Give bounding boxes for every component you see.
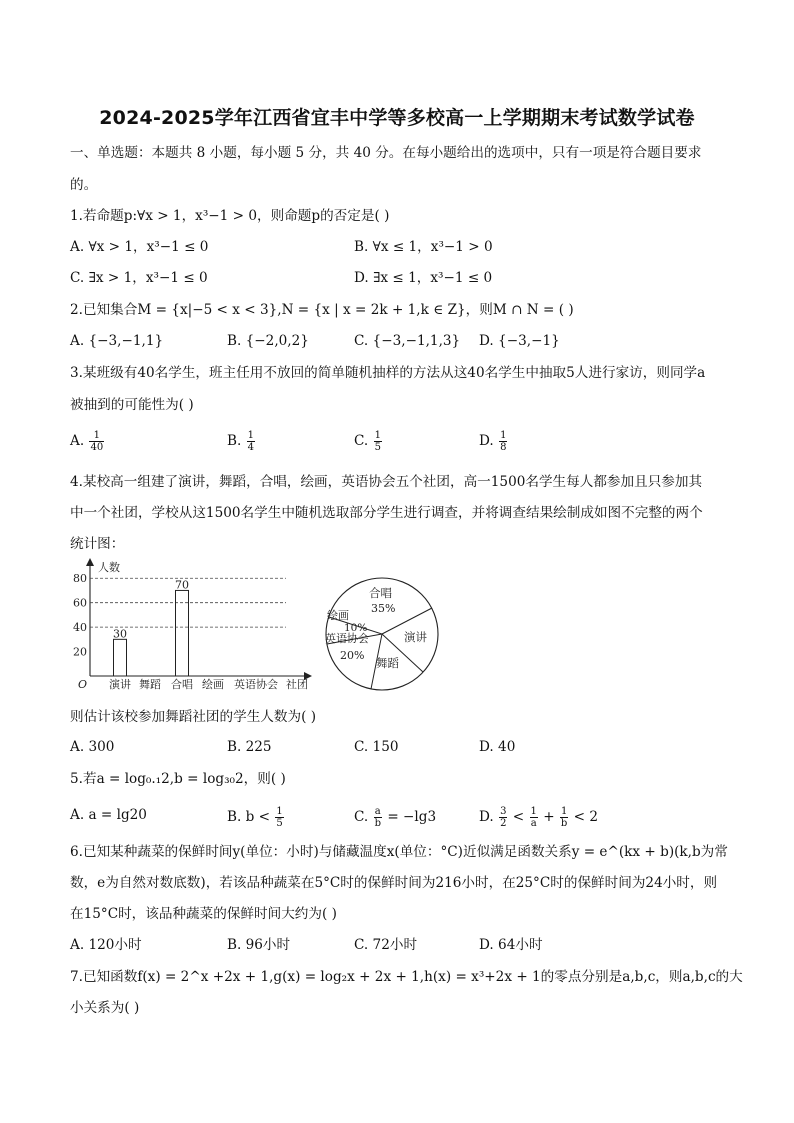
q3-option-a-fraction: $\frac{1}{40}$ bbox=[90, 430, 104, 453]
q2-option-c: C. {−3,−1,1,3} bbox=[354, 333, 461, 349]
q1-option-a: A. ∀x > 1，x³−1 ≤ 0 bbox=[70, 239, 209, 255]
bar bbox=[176, 590, 189, 676]
q6-option-b: B. 96小时 bbox=[227, 937, 291, 953]
section-instruction-line2: 的。 bbox=[70, 177, 98, 193]
q2-option-a: A. {−3,−1,1} bbox=[70, 333, 164, 349]
q3-option-b: B. $\frac{1}{4}$ bbox=[227, 430, 255, 453]
pie-chart bbox=[320, 572, 444, 696]
q5-option-b-fraction: $\frac{1}{5}$ bbox=[276, 806, 283, 829]
pie-label-speech: 演讲 bbox=[404, 630, 427, 644]
bar-category-label: 英语协会 bbox=[234, 678, 278, 691]
q5-option-c-fraction: $\frac{a}{b}$ bbox=[374, 806, 381, 829]
q4-stem-line3: 统计图： bbox=[70, 536, 125, 552]
q5-option-d-fraction-2: $\frac{1}{a}$ bbox=[530, 806, 537, 829]
q1-option-b: B. ∀x ≤ 1，x³−1 > 0 bbox=[354, 239, 493, 255]
q4-stem-line1: 4.某校高一组建了演讲，舞蹈，合唱，绘画，英语协会五个社团，高一1500名学生每人都参加且只参加其 bbox=[70, 474, 703, 490]
bar-data-label: 70 bbox=[175, 578, 189, 592]
q1-option-d: D. ∃x ≤ 1，x³−1 ≤ 0 bbox=[354, 270, 493, 286]
q6-stem-line1: 6.已知某种蔬菜的保鲜时间y(单位：小时)与储藏温度x(单位：°C)近似满足函数关系y = e^(kx + b)(k,b为常 bbox=[70, 844, 728, 860]
q6-stem-line3: 在15°C时，该品种蔬菜的保鲜时间大约为( ) bbox=[70, 906, 337, 922]
q5-option-a: A. a = lg20 bbox=[70, 807, 147, 823]
q5-stem: 5.若a = log₀.₁2,b = log₃₀2，则( ) bbox=[70, 771, 286, 787]
bar-ytick-label: 60 bbox=[73, 596, 87, 610]
pie-value-english: 20% bbox=[340, 649, 365, 662]
q7-stem-line1: 7.已知函数f(x) = 2^x +2x + 1,g(x) = log₂x + 2x + 1,h(x) = x³+2x + 1的零点分别是a,b,c，则a,b,c的大 bbox=[70, 969, 743, 985]
section-instruction-line1: 一、单选题：本题共 8 小题，每小题 5 分，共 40 分。在每小题给出的选项中，只有一项是符合题目要求 bbox=[70, 145, 702, 161]
bar-ytick-label: 40 bbox=[73, 621, 87, 635]
q6-stem-line2: 数，e为自然对数底数)，若该品种蔬菜在5°C时的保鲜时间为216小时，在25°C时的保鲜时间为24小时，则 bbox=[70, 875, 718, 891]
q7-stem-line2: 小关系为( ) bbox=[70, 1000, 140, 1016]
q2-option-d: D. {−3,−1} bbox=[479, 333, 560, 349]
bar-xlabel: 社团 bbox=[286, 678, 308, 691]
bar-ytick-label: 80 bbox=[73, 572, 87, 586]
pie-value-chorus: 35% bbox=[371, 602, 396, 615]
bar-chart-axes bbox=[86, 558, 312, 680]
q4-option-a: A. 300 bbox=[70, 739, 115, 755]
q3-option-d: D. $\frac{1}{8}$ bbox=[479, 430, 507, 453]
q5-option-b: B. b < $\frac{1}{5}$ bbox=[227, 806, 283, 829]
q6-option-a: A. 120小时 bbox=[70, 937, 142, 953]
pie-label-english: 英语协会 bbox=[325, 632, 369, 645]
q4-question: 则估计该校参加舞蹈社团的学生人数为( ) bbox=[70, 709, 317, 725]
q5-option-d-fraction-3: $\frac{1}{b}$ bbox=[560, 806, 568, 829]
q3-option-b-fraction: $\frac{1}{4}$ bbox=[247, 430, 255, 453]
pie-value-painting: 10% bbox=[344, 622, 368, 634]
bar-category-label: 合唱 bbox=[171, 678, 193, 691]
q3-option-a: A. $\frac{1}{40}$ bbox=[70, 430, 104, 453]
bar-category-label: 绘画 bbox=[202, 678, 224, 691]
q3-option-c: C. $\frac{1}{5}$ bbox=[354, 430, 381, 453]
pie-label-painting: 绘画 bbox=[327, 609, 349, 622]
q4-option-d: D. 40 bbox=[479, 739, 516, 755]
q4-option-b: B. 225 bbox=[227, 739, 272, 755]
q3-option-d-fraction: $\frac{1}{8}$ bbox=[500, 430, 507, 453]
bar-ylabel: 人数 bbox=[98, 561, 120, 574]
bar-chart bbox=[64, 556, 316, 696]
bar-category-label: 舞蹈 bbox=[139, 678, 161, 691]
q5-option-d: D. $\frac{3}{2}$ < $\frac{1}{a}$ + $\frac{1}{b}$ < 2 bbox=[479, 806, 599, 829]
bar-origin-label: O bbox=[78, 678, 88, 691]
q2-option-b: B. {−2,0,2} bbox=[227, 333, 309, 349]
q6-option-c: C. 72小时 bbox=[354, 937, 418, 953]
q5-option-d-fraction-1: $\frac{3}{2}$ bbox=[500, 806, 507, 829]
q2-stem: 2.已知集合M = {x|−5 < x < 3},N = {x | x = 2k + 1,k ∈ Z}，则M ∩ N = ( ) bbox=[70, 302, 574, 318]
pie-label-dance: 舞蹈 bbox=[376, 656, 399, 670]
bar bbox=[114, 639, 127, 676]
q5-option-c: C. $\frac{a}{b}$ = −lg3 bbox=[354, 806, 437, 829]
page-title: 2024-2025学年江西省宜丰中学等多校高一上学期期末考试数学试卷 bbox=[99, 107, 695, 129]
q3-stem-line1: 3.某班级有40名学生，班主任用不放回的简单随机抽样的方法从这40名学生中抽取5人进行家访，则同学a bbox=[70, 365, 706, 381]
pie-label-chorus: 合唱 bbox=[369, 586, 392, 600]
q4-stem-line2: 中一个社团，学校从这1500名学生中随机选取部分学生进行调查，并将调查结果绘制成如图不完整的两个 bbox=[70, 505, 703, 521]
q3-stem-line2: 被抽到的可能性为( ) bbox=[70, 397, 194, 413]
q3-option-c-fraction: $\frac{1}{5}$ bbox=[374, 430, 381, 453]
bar-data-label: 30 bbox=[113, 627, 127, 641]
bar-ytick-label: 20 bbox=[73, 645, 87, 659]
q1-stem: 1.若命题p:∀x > 1，x³−1 > 0，则命题p的否定是( ) bbox=[70, 208, 390, 224]
q4-option-c: C. 150 bbox=[354, 739, 399, 755]
bar-category-label: 演讲 bbox=[109, 678, 131, 691]
q1-option-c: C. ∃x > 1，x³−1 ≤ 0 bbox=[70, 270, 208, 286]
q6-option-d: D. 64小时 bbox=[479, 937, 543, 953]
